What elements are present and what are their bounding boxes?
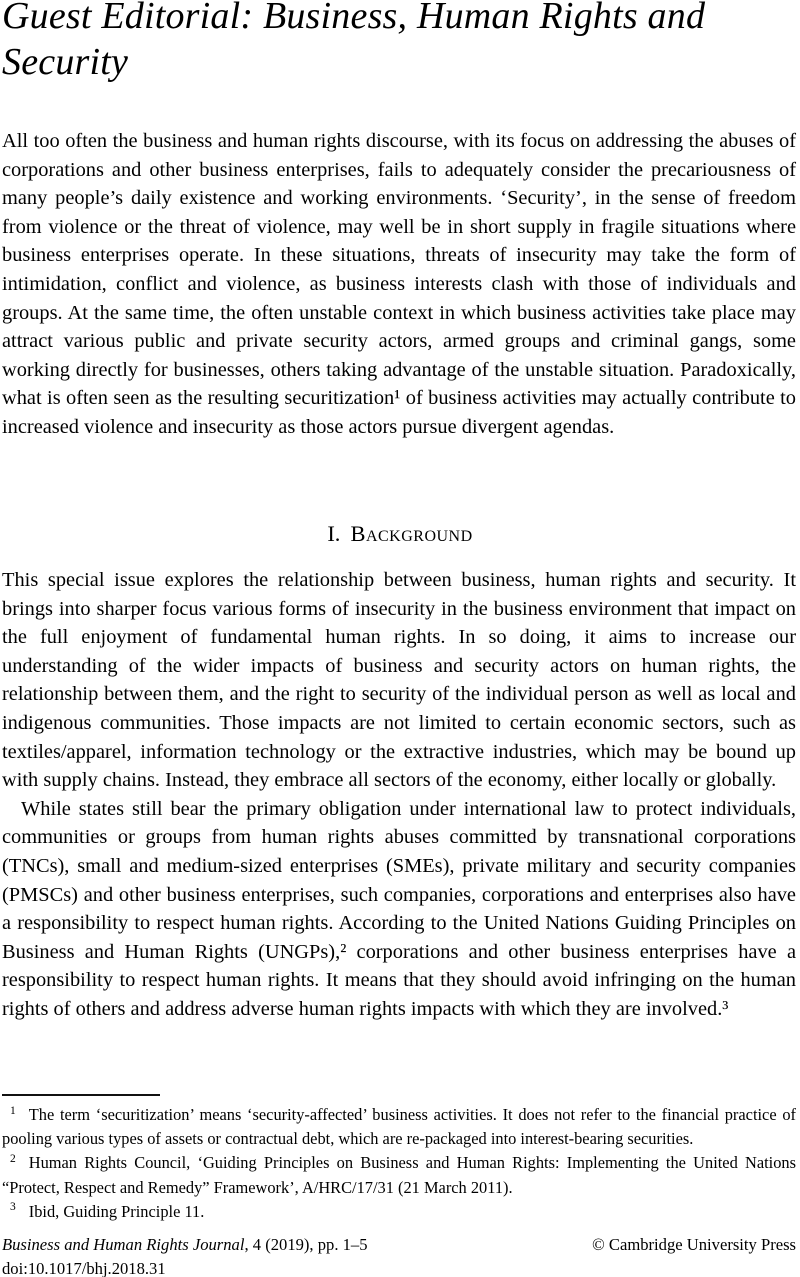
copyright-notice: © Cambridge University Press <box>592 1235 796 1254</box>
section-label: Background <box>350 521 473 546</box>
footnote-3-marker: 3 <box>10 1201 16 1214</box>
footnote-3 <box>2 1200 796 1224</box>
footnote-3-text: Ibid, Guiding Principle 11. <box>28 1201 205 1221</box>
footnote-2-marker: 2 <box>10 1152 16 1165</box>
footnote-2-text: Human Rights Council, ‘Guiding Principles on Business and Human Rights: Implementing the United Nations “Protect, Respect and Remedy” Framework’, A/HRC/17/31 (21 March 2011). <box>2 1153 796 1197</box>
section-heading-background <box>0 520 800 548</box>
footnote-divider-rule <box>2 1094 160 1096</box>
journal-citation-rest: , 4 (2019), pp. 1–5 <box>244 1235 368 1254</box>
section-numeral: I. <box>327 521 341 546</box>
paragraph-state-obligations: While states still bear the primary obligation under international law to protect individuals, communities or groups from human rights abuses committed by transnational corporations (TNCs), small and medium-sized enterprises (SMEs), private military and security companies (PMSCs) and other business enterprises, such companies, corporations and enterprises also have a responsibility to respect human rights. According to the United Nations Guiding Principles on Business and Human Rights (UNGPs),² corporations and other business enterprises have a responsibility to respect human rights. It means that they should avoid infringing on the human rights of others and address adverse human rights impacts with which they are involved.³ <box>2 797 796 1020</box>
paragraph-intro: All too often the business and human rights discourse, with its focus on addressing the abuses of corporations and other business enterprises, fails to adequately consider the precariousness of many people’s daily existence and working environments. ‘Security’, in the sense of freedom from violence or the threat of violence, may well be in short supply in fragile situations where business enterprises operate. In these situations, threats of insecurity may take the form of intimidation, conflict and violence, as business interests clash with those of individuals and groups. At the same time, the often unstable context in which business activities take place may attract various public and private security actors, armed groups and criminal gangs, some working directly for businesses, others taking advantage of the unstable situation. Paradoxically, what is often seen as the resulting securitization¹ of business activities may actually contribute to increased violence and insecurity as those actors pursue divergent agendas. <box>2 130 796 438</box>
paragraph-special-issue: This special issue explores the relationship between business, human rights and security. It brings into sharper focus various forms of insecurity in the business environment that impact on the full enjoyment of fundamental human rights. In so doing, it aims to increase our understanding of the wider impacts of business and security actors on human rights, the relationship between them, and the right to security of the individual person as well as local and indigenous communities. Those impacts are not limited to certain economic sectors, such as textiles/apparel, information technology or the extractive industries, which may be bound up with supply chains. Instead, they embrace all sectors of the economy, either locally or globally. <box>2 569 796 792</box>
journal-citation <box>2 1233 368 1257</box>
article-body <box>2 566 796 1024</box>
page-footer <box>2 1233 796 1277</box>
journal-name: Business and Human Rights Journal <box>2 1235 245 1254</box>
doi-line: doi:10.1017/bhj.2018.31 <box>2 1259 166 1277</box>
article-title: Guest Editorial: Business, Human Rights and Security <box>2 0 706 83</box>
footnote-1-marker: 1 <box>10 1104 16 1117</box>
footnote-1-text: The term ‘securitization’ means ‘security-affected’ business activities. It does not refer to the financial practice of pooling various types of assets or contractual debt, which are re-packaged into interest-bearing securities. <box>2 1105 796 1149</box>
footnote-2 <box>2 1151 796 1199</box>
footnotes-section <box>2 1103 796 1224</box>
footnote-1 <box>2 1103 796 1151</box>
footer-citation-row <box>2 1233 796 1257</box>
